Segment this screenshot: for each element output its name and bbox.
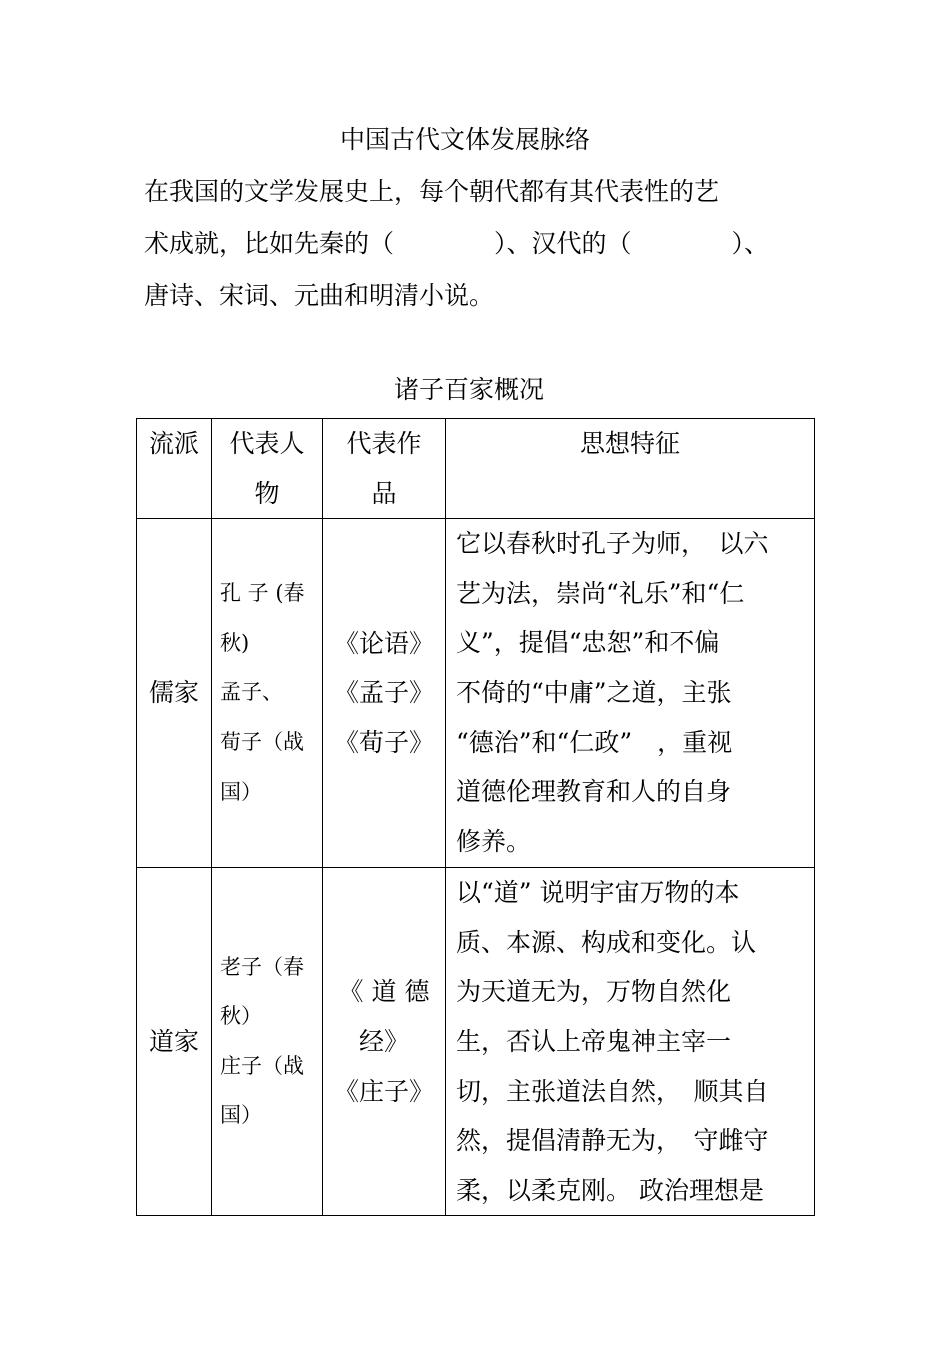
cell-people: 孔 子 (春 秋) 孟子、 荀子（战 国）	[212, 519, 323, 868]
cell-school: 儒家	[137, 519, 212, 868]
header-works: 代表作 品	[323, 419, 446, 519]
intro-line-1: 在我国的文学发展史上，每个朝代都有其代表性的艺	[144, 177, 720, 206]
intro-line-2-post: ）、	[731, 229, 770, 258]
intro-paragraph	[144, 166, 804, 322]
cell-thought: 它以春秋时孔子为师， 以六 艺为法，崇尚“礼乐”和“仁 义”，提倡“忠恕”和不偏 不倚的“中庸”之道，主张 “德治”和“仁政” ，重视 道德伦理教育和人的自身 修养。	[446, 519, 815, 868]
schools-table	[136, 418, 815, 1216]
header-people: 代表人 物	[212, 419, 323, 519]
table-title: 诸子百家概况	[393, 375, 544, 404]
header-school: 流派	[137, 419, 212, 519]
table-row-daoism	[137, 868, 815, 1216]
table-row-confucianism	[137, 519, 815, 868]
cell-school: 道家	[137, 868, 212, 1216]
cell-works: 《 道 德 经》 《庄子》	[323, 868, 446, 1216]
intro-line-2	[144, 218, 804, 270]
document-title: 中国古代文体发展脉络	[339, 125, 590, 154]
cell-people: 老子（春 秋） 庄子（战 国）	[212, 868, 323, 1216]
intro-line-2-mid: ）、汉代的（	[494, 229, 632, 258]
header-thought: 思想特征	[446, 419, 815, 519]
intro-line-3: 唐诗、宋词、元曲和明清小说。	[144, 281, 495, 310]
cell-works: 《论语》 《孟子》 《荀子》	[323, 519, 446, 868]
cell-thought: 以“道” 说明宇宙万物的本 质、本源、构成和变化。认 为天道无为，万物自然化 生，否认上帝鬼神主宰一 切，主张道法自然， 顺其自 然，提倡清静无为， 守雌守 柔，以柔克刚。 政治理想是	[446, 868, 815, 1216]
table-header-row	[137, 419, 815, 519]
intro-line-2-pre: 术成就，比如先秦的（	[144, 229, 395, 258]
